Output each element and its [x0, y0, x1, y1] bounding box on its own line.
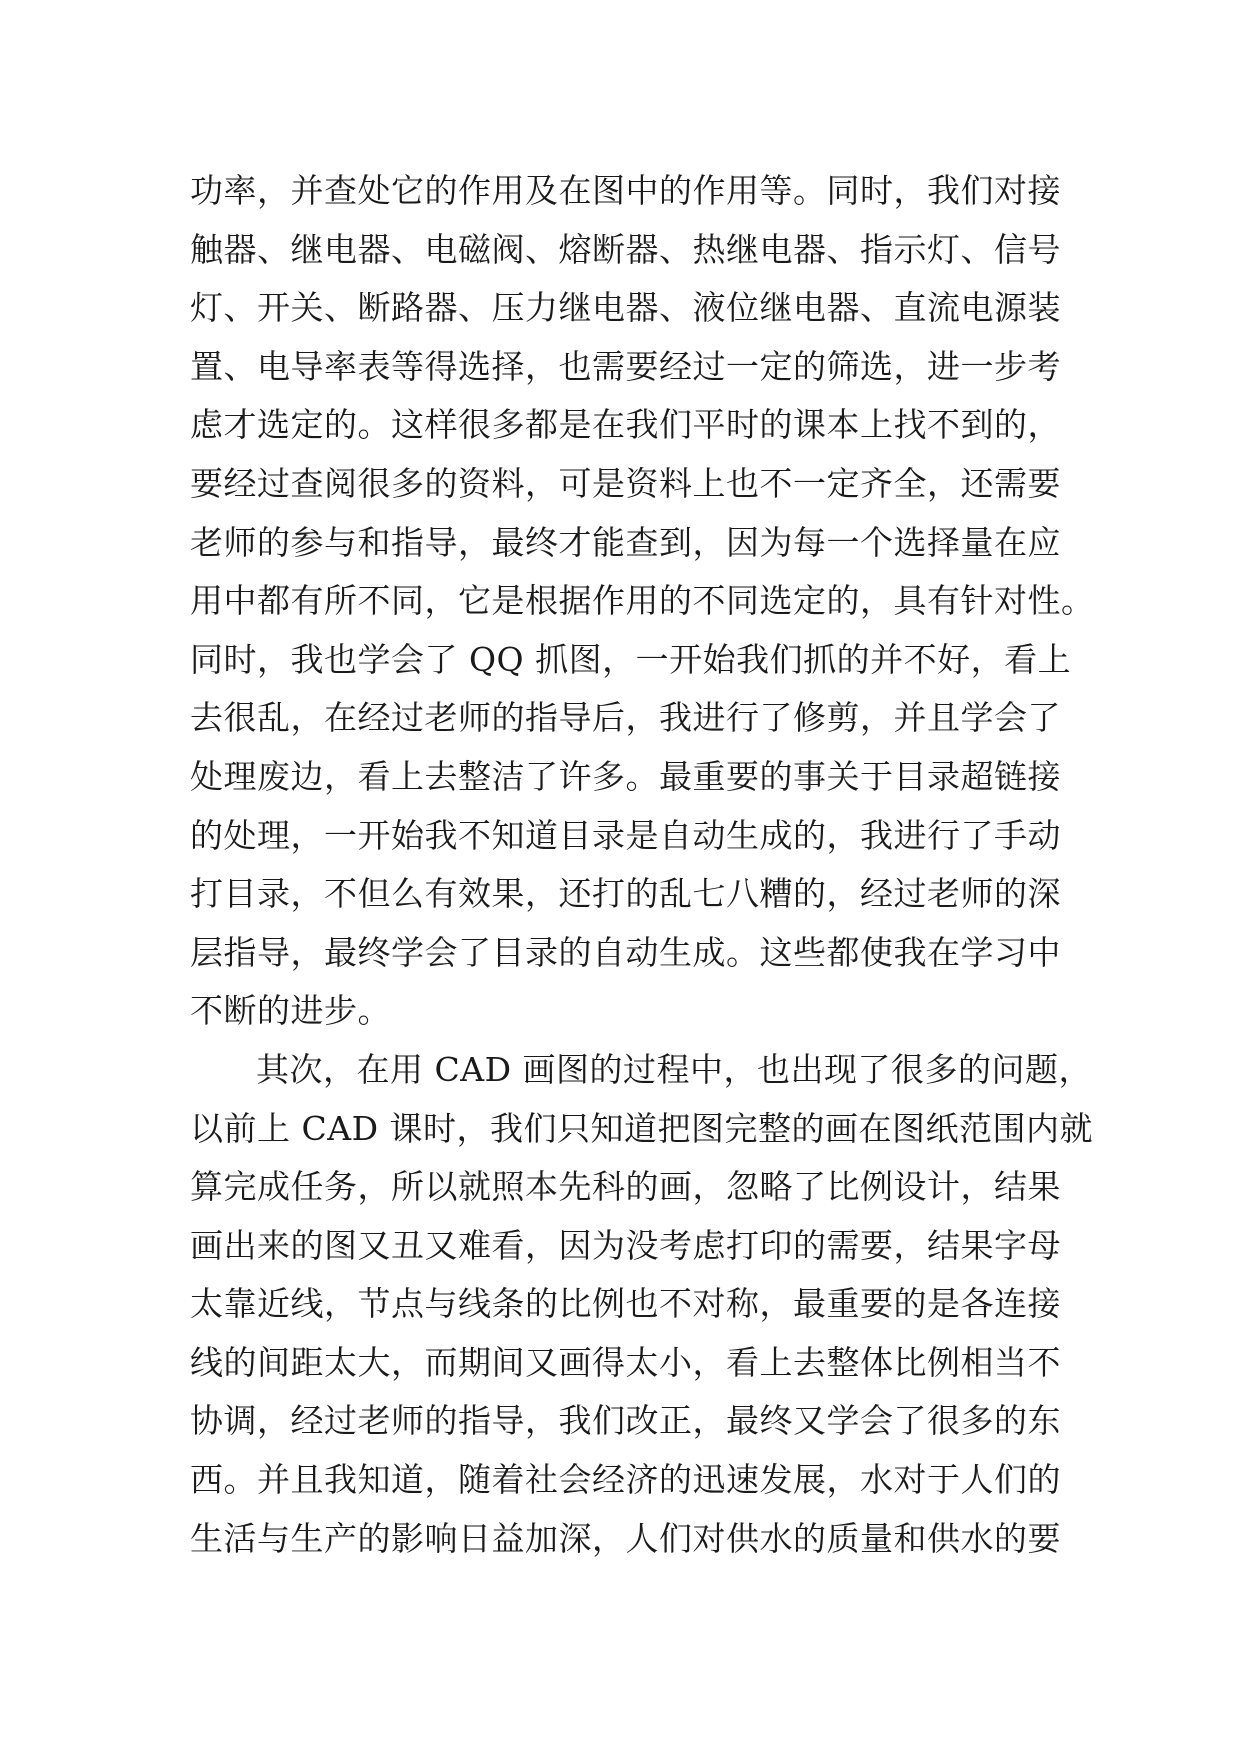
text-line: 灯、开关、断路器、压力继电器、液位继电器、直流电源装	[190, 288, 1061, 328]
text-line: 西。并且我知道，随着社会经济的迅速发展，水对于人们的	[190, 1460, 1061, 1500]
text-line: 去很乱，在经过老师的指导后，我进行了修剪，并且学会了	[190, 698, 1061, 738]
text-line: 生活与生产的影响日益加深，人们对供水的质量和供水的要	[190, 1518, 1061, 1558]
text-line: 老师的参与和指导，最终才能查到，因为每一个选择量在应	[190, 522, 1061, 562]
text-line: 要经过查阅很多的资料，可是资料上也不一定齐全，还需要	[190, 463, 1061, 503]
text-line: 协调，经过老师的指导，我们改正，最终又学会了很多的东	[190, 1401, 1061, 1441]
body-text	[190, 162, 1095, 1568]
text-line: 太靠近线，节点与线条的比例也不对称，最重要的是各连接	[190, 1284, 1061, 1324]
text-line: 其次，在用 CAD 画图的过程中，也出现了很多的问题，	[256, 1049, 1093, 1089]
text-line: 线的间距太大，而期间又画得太小，看上去整体比例相当不	[190, 1342, 1061, 1382]
text-line: 虑才选定的。这样很多都是在我们平时的课本上找不到的，	[190, 405, 1061, 445]
text-line: 触器、继电器、电磁阀、熔断器、热继电器、指示灯、信号	[190, 229, 1061, 269]
text-line: 层指导，最终学会了目录的自动生成。这些都使我在学习中	[190, 932, 1061, 972]
text-line: 画出来的图又丑又难看，因为没考虑打印的需要，结果字母	[190, 1225, 1061, 1265]
text-line: 的处理，一开始我不知道目录是自动生成的，我进行了手动	[190, 815, 1061, 855]
text-line: 打目录，不但么有效果，还打的乱七八糟的，经过老师的深	[190, 874, 1061, 914]
text-line: 同时，我也学会了 QQ 抓图，一开始我们抓的并不好，看上	[190, 639, 1072, 679]
text-line: 不断的进步。	[190, 991, 391, 1031]
text-line: 处理废边，看上去整洁了许多。最重要的事关于目录超链接	[190, 756, 1061, 796]
text-line: 以前上 CAD 课时，我们只知道把图完整的画在图纸范围内就	[190, 1108, 1094, 1148]
text-line: 用中都有所不同，它是根据作用的不同选定的，具有针对性。	[190, 581, 1095, 621]
text-line: 算完成任务，所以就照本先科的画，忽略了比例设计，结果	[190, 1167, 1061, 1207]
text-line: 功率，并查处它的作用及在图中的作用等。同时，我们对接	[190, 171, 1061, 210]
text-line: 置、电导率表等得选择，也需要经过一定的筛选，进一步考	[190, 346, 1061, 386]
